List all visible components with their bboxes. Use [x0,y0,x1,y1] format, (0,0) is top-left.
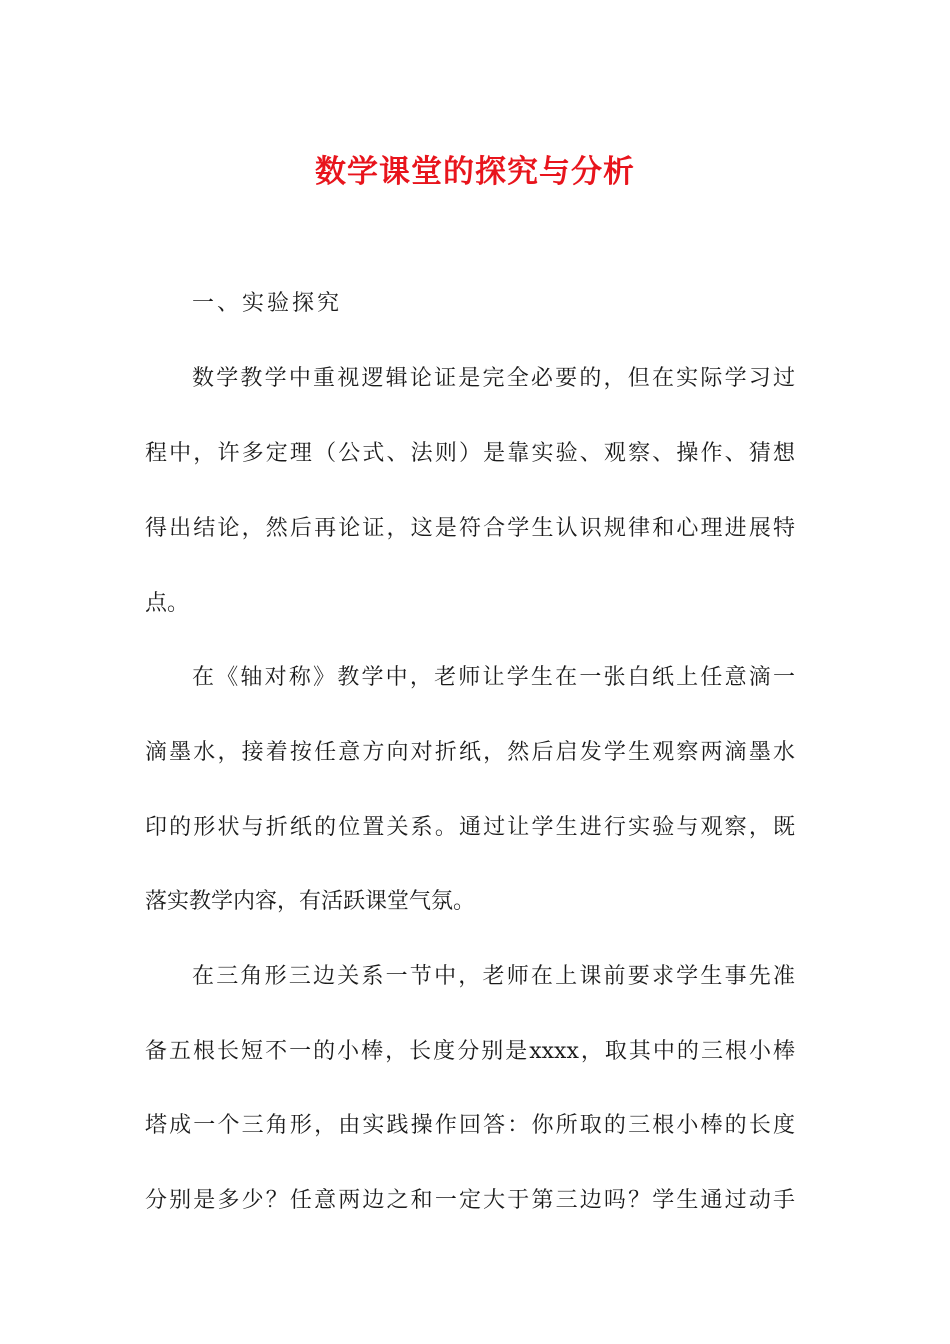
text-line: 在三角形三边关系一节中，老师在上课前要求学生事先准 [192,964,795,989]
text-line: 在《轴对称》教学中，老师让学生在一张白纸上任意滴一 [192,665,795,690]
text-line: 数学教学中重视逻辑论证是完全必要的，但在实际学习过 [192,366,795,391]
text-line: 得出结论，然后再论证，这是符合学生认识规律和心理进展特 [145,516,795,541]
text-line: 塔成一个三角形，由实践操作回答：你所取的三根小棒的长度 [145,1113,795,1138]
text-line: 印的形状与折纸的位置关系。通过让学生进行实验与观察，既 [145,815,795,840]
section-heading: 一、实验探究 [192,291,343,316]
text-line: 滴墨水，接着按任意方向对折纸，然后启发学生观察两滴墨水 [145,740,795,765]
document-title: 数学课堂的探究与分析 [315,154,635,190]
text-line: 分别是多少？任意两边之和一定大于第三边吗？学生通过动手 [145,1188,795,1213]
text-line: 备五根长短不一的小棒，长度分别是xxxx，取其中的三根小棒 [145,1039,795,1064]
text-line: 落实教学内容，有活跃课堂气氛。 [145,889,476,914]
text-line: 程中，许多定理（公式、法则）是靠实验、观察、操作、猜想 [145,441,795,466]
text-line: 点。 [145,591,190,616]
